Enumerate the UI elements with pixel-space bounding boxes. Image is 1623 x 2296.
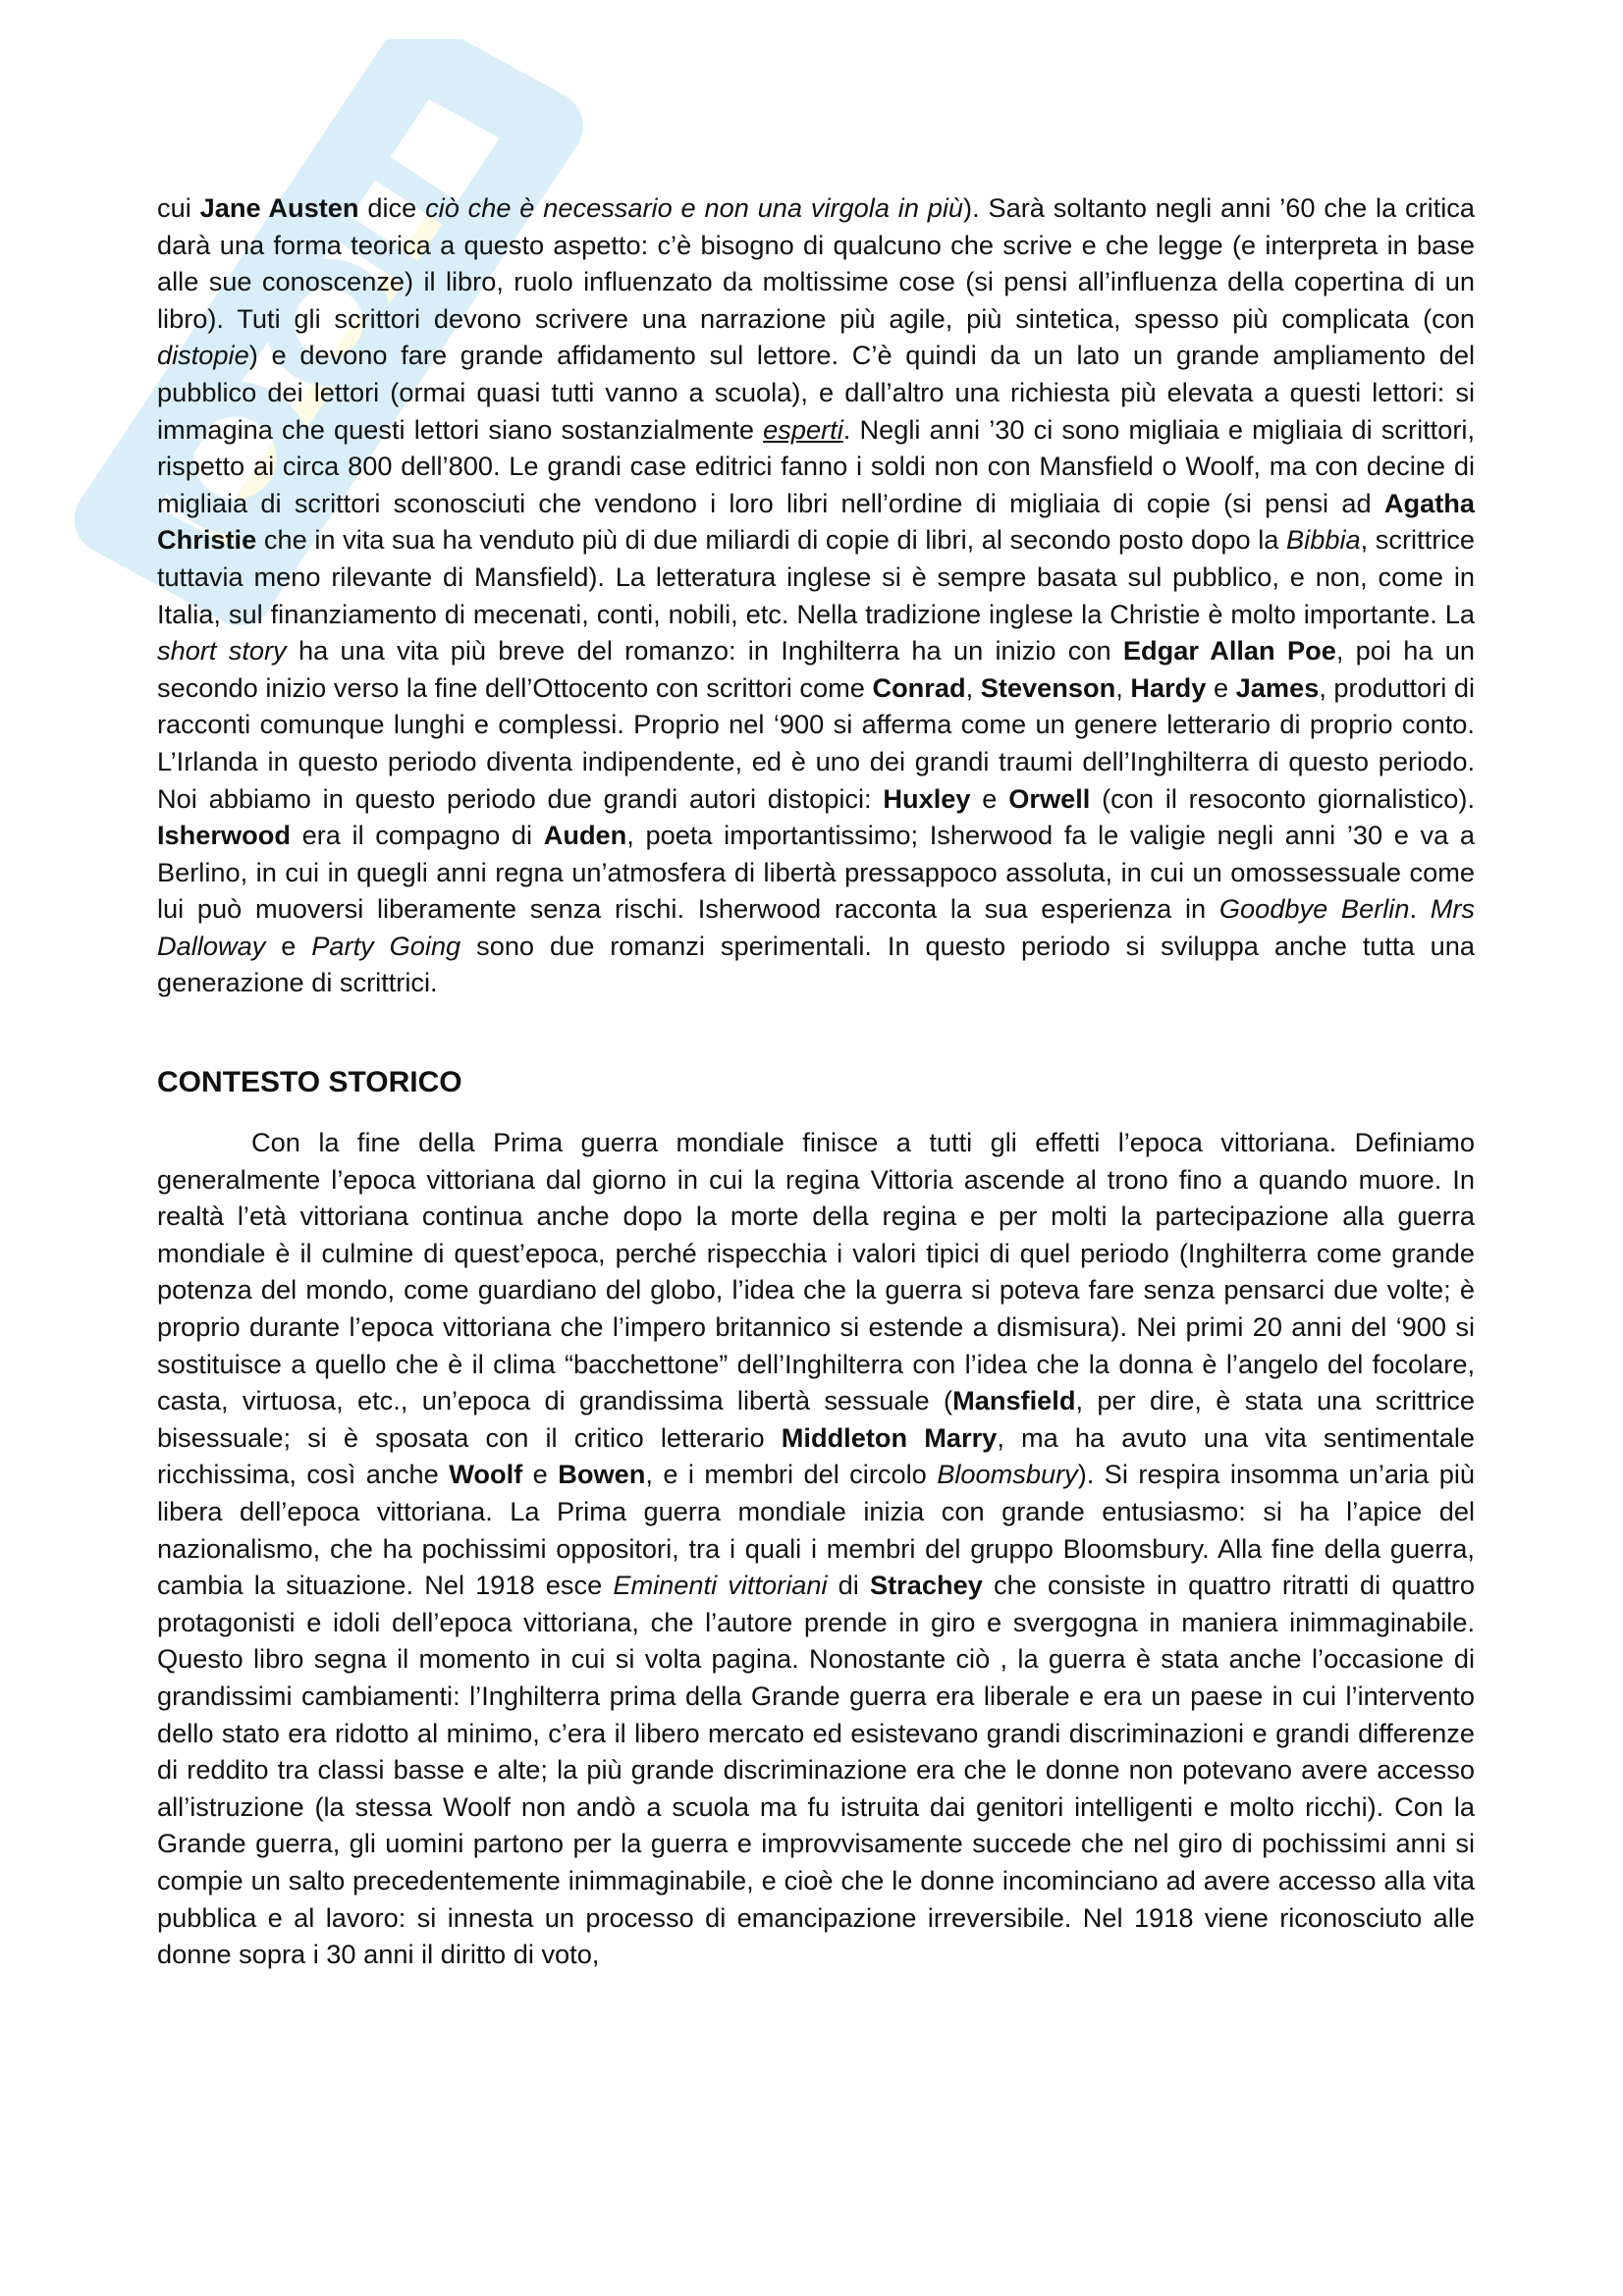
italic-title: Eminenti vittoriani	[613, 1570, 828, 1601]
text-run: ha una vita più breve del romanzo: in Inghilterra ha un inizio con	[286, 635, 1123, 667]
section-heading: CONTESTO STORICO	[157, 1066, 462, 1099]
italic-title: Mrs Dalloway	[157, 893, 1476, 961]
italic-underlined-term: esperti	[763, 413, 843, 445]
text-run: , poi ha un secondo inizio verso la fine dell’Ottocento con scrittori come	[157, 635, 1475, 703]
italic-title: Goodbye Berlin	[1218, 893, 1410, 925]
text-run: ). Si respira insomma un’aria più libera dell’epoca vittoriana. La Prima guerra mondiale inizia con grande entusiasmo: si ha l’apice del nazionalismo, che ha pochissimi oppositori, tra i quali i membri del gruppo Bloomsbury. Alla fine della guerra, cambia la situazione. Nel 1918 esce	[157, 1459, 1475, 1601]
bold-term: Isherwood	[157, 820, 291, 851]
text-run: , ma ha avuto una vita sentimentale ricchissima, così anche	[157, 1421, 1476, 1490]
bold-term: Woolf	[449, 1459, 523, 1490]
text-run: che in vita sua ha venduto più di due miliardi di copie di libri, al secondo posto dopo la	[256, 524, 1287, 556]
text-run: , poeta importantissimo; Isherwood fa le valigie negli anni ’30 e va a Berlino, in cui in quegli anni regna un’atmosfera di libertà pressappoco assoluta, in cui un omossessuale come lui può muoversi liberamente senza rischi. Isherwood racconta la sua esperienza in	[157, 820, 1475, 925]
text-run: cui	[157, 192, 200, 223]
italic-title: short story	[157, 635, 287, 667]
text-run: ,	[1115, 671, 1131, 703]
text-run: , produttori di racconti comunque lunghi e complessi. Proprio nel ‘900 si afferma come un genere letterario di proprio conto. L’Irlanda in questo periodo diventa indipendente, ed è uno dei grandi traumi dell’Inghilterra di questo periodo. Noi abbiamo in questo periodo due grandi autori distopici:	[157, 671, 1476, 814]
text-run: , per dire, è stata una scrittrice bisessuale; si è sposata con il critico letterario	[157, 1385, 1475, 1453]
italic-title: Party Going	[311, 930, 461, 961]
bold-term: Auden	[543, 820, 627, 851]
bold-term: James	[1235, 671, 1320, 703]
bold-term: Middleton Marry	[781, 1421, 998, 1453]
bold-term: Jane Austen	[199, 192, 359, 223]
italic-title: ciò che è necessario e non una virgola in più	[425, 192, 964, 223]
bold-term: Conrad	[872, 671, 966, 703]
text-run: , scrittrice tuttavia meno rilevante di Mansfield). La letteratura inglese si è sempre basata sul pubblico, e non, come in Italia, sul finanziamento di mecenati, conti, nobili, etc. Nella tradizione inglese la Christie è molto importante. La	[157, 524, 1476, 629]
text-run: che consiste in quattro ritratti di quattro protagonisti e idoli dell’epoca vittoriana, che l’autore prende in giro e svergogna in maniera inimmaginabile. Questo libro segna il momento in cui si volta pagina. Nonostante ciò , la guerra è stata anche l’occasione di grandissimi cambiamenti: l’Inghilterra prima della Grande guerra era liberale e era un paese in cui l’intervento dello stato era ridotto al minimo, c’era il libero mercato ed esistevano grandi discriminazioni e grandi differenze di reddito tra classi basse e alte; la più grande discriminazione era che le donne non potevano avere accesso all’istruzione (la stessa Woolf non andò a scuola ma fu istruita dai genitori intelligenti e molto ricchi). Con la Grande guerra, gli uomini partono per la guerra e improvvisamente succede che nel giro di pochissimi anni si compie un salto precedentemente inimmaginabile, e cioè che le donne incominciano ad avere accesso alla vita pubblica e al lavoro: si innesta un processo di emancipazione irreversibile. Nel 1918 viene riconosciuto alle donne sopra i 30 anni il diritto di voto,	[157, 1570, 1475, 1970]
bold-term: Stevenson	[980, 671, 1116, 703]
text-run: dice	[358, 192, 426, 223]
text-run: Con la fine della Prima guerra mondiale finisce a tutti gli effetti l’epoca vittoriana. Definiamo generalmente l’epoca vittoriana dal giorno in cui la regina Vittoria ascende al trono fino a quando muore. In realtà l’età vittoriana continua anche dopo la morte della regina e per molti la partecipazione alla guerra mondiale è il culmine di quest’epoca, perché rispecchia i valori tipici di quel periodo (Inghilterra come grande potenza del mondo, come guardiano del globo, l’idea che la guerra si poteva fare senza pensarci due volte; è proprio durante l’epoca vittoriana che l’impero britannico si estende a dismisura). Nei primi 20 anni del ‘900 si sostituisce a quello che è il clima “bacchettone” dell’Inghilterra con l’idea che la donna è l’angelo del focolare, casta, virtuosa, etc., un’epoca di grandissima libertà sessuale (	[157, 1127, 1475, 1416]
bold-term: Mansfield	[952, 1385, 1076, 1416]
text-run: e	[1206, 671, 1236, 703]
italic-title: distopie	[157, 340, 249, 371]
text-run: ,	[965, 671, 981, 703]
bold-term: Agatha Christie	[157, 487, 1475, 556]
text-run: ). Sarà soltanto negli anni ’60 che la critica darà una forma teorica a questo aspetto: c’è bisogno di qualcuno che scrive e che legge (e interpreta in base alle sue conoscenze) il libro, ruolo influenzato da moltissime cose (si pensi all’influenza della copertina di un libro). Tuti gli scrittori devono scrivere una narrazione più agile, più sintetica, spesso più complicata (con	[157, 192, 1476, 334]
bold-term: Strachey	[869, 1570, 983, 1601]
text-run: (con il resoconto giornalistico).	[1090, 782, 1475, 814]
text-run: sono due romanzi sperimentali. In questo periodo si sviluppa anche tutta una generazione di scrittrici.	[157, 930, 1475, 998]
text-run: e	[970, 782, 1009, 814]
bold-term: Bowen	[558, 1459, 646, 1490]
text-run: era il compagno di	[290, 820, 544, 851]
text-run: .	[1409, 893, 1431, 925]
text-run: ) e devono fare grande affidamento sul lettore. C’è quindi da un lato un grande ampliamento del pubblico dei lettori (ormai quasi tutti vanno a scuola), e dall’altro una richiesta più elevata a questi lettori: si immagina che questi lettori siano sostanzialmente	[157, 340, 1475, 445]
text-run: di	[827, 1570, 870, 1601]
italic-title: Bibbia	[1286, 524, 1361, 556]
bold-term: Hardy	[1130, 671, 1207, 703]
paragraph-historical-context	[157, 1124, 1475, 1973]
document-page	[157, 189, 1475, 1973]
bold-term: Orwell	[1008, 782, 1091, 814]
text-run: , e i membri del circolo	[645, 1459, 938, 1490]
text-run: e	[265, 930, 312, 961]
italic-title: Bloomsbury	[937, 1459, 1078, 1490]
bold-term: Edgar Allan Poe	[1122, 635, 1336, 667]
text-run: e	[522, 1459, 559, 1490]
bold-term: Huxley	[883, 782, 971, 814]
text-run: . Negli anni ’30 ci sono migliaia e migliaia di scrittori, rispetto ai circa 800 dell’800. Le grandi case editrici fanno i soldi non con Mansfield o Woolf, ma con decine di migliaia di scrittori sconosciuti che vendono i loro libri nell’ordine di migliaia di copie (si pensi ad	[157, 413, 1475, 518]
paragraph-intro	[157, 189, 1475, 1001]
